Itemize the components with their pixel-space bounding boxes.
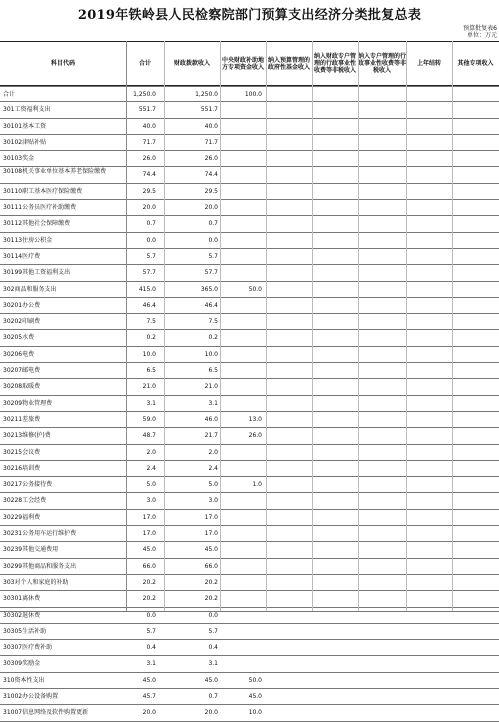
row-fiscal: 0.7 bbox=[208, 692, 218, 700]
table-row bbox=[0, 591, 499, 607]
table-row bbox=[0, 200, 499, 216]
table-row bbox=[0, 493, 499, 509]
row-central bbox=[222, 640, 262, 655]
row-total: 551.7 bbox=[138, 106, 156, 114]
table-row bbox=[0, 689, 499, 705]
row-subject: 30208取暖费 bbox=[3, 383, 41, 391]
row-fiscal: 10.0 bbox=[204, 350, 218, 358]
row-central: 26.0 bbox=[248, 432, 262, 440]
row-fiscal: 71.7 bbox=[204, 138, 218, 146]
row-central bbox=[222, 445, 262, 460]
row-subject: 30113住房公积金 bbox=[3, 236, 53, 244]
table-row bbox=[0, 233, 499, 249]
row-subject: 30216培训费 bbox=[3, 464, 41, 472]
row-subject: 30229福利费 bbox=[3, 513, 41, 521]
table-row bbox=[0, 249, 499, 265]
table-row bbox=[0, 510, 499, 526]
row-central bbox=[222, 363, 262, 378]
row-total: 45.7 bbox=[142, 692, 156, 700]
row-central bbox=[222, 542, 262, 557]
table-row bbox=[0, 559, 499, 575]
row-fiscal: 21.7 bbox=[204, 432, 218, 440]
header-special-fund-income: 纳入预算管理的政府性基金收入 bbox=[267, 56, 310, 71]
table-row bbox=[0, 673, 499, 689]
row-central bbox=[222, 167, 262, 182]
row-fiscal: 20.0 bbox=[204, 709, 218, 717]
row-fiscal: 17.0 bbox=[204, 530, 218, 538]
row-fiscal: 21.0 bbox=[204, 383, 218, 391]
row-total: 2.4 bbox=[146, 464, 156, 472]
row-total: 6.5 bbox=[146, 367, 156, 375]
header-special-account: 纳入专户管理的行政事业性收费等非税收入 bbox=[358, 53, 407, 74]
header-central: 中央财政补助地方专项资金收入 bbox=[221, 56, 264, 71]
row-total: 415.0 bbox=[138, 285, 156, 293]
row-central bbox=[222, 314, 262, 329]
table-row bbox=[0, 184, 499, 200]
row-total: 5.0 bbox=[146, 481, 156, 489]
row-fiscal: 40.0 bbox=[204, 122, 218, 130]
row-central bbox=[222, 265, 262, 280]
table-row bbox=[0, 347, 499, 363]
row-central bbox=[222, 575, 262, 590]
row-fiscal: 29.5 bbox=[204, 187, 218, 195]
row-total: 45.0 bbox=[142, 676, 156, 684]
row-central bbox=[222, 347, 262, 362]
table-row bbox=[0, 624, 499, 640]
row-fiscal: 3.1 bbox=[208, 399, 218, 407]
row-total: 66.0 bbox=[142, 562, 156, 570]
row-fiscal: 17.0 bbox=[204, 513, 218, 521]
row-subject: 30309奖励金 bbox=[3, 660, 41, 668]
table-row bbox=[0, 265, 499, 281]
row-fiscal: 3.0 bbox=[208, 497, 218, 505]
row-fiscal: 5.0 bbox=[208, 481, 218, 489]
row-subject: 30209物业管理费 bbox=[3, 399, 53, 407]
row-central: 10.0 bbox=[248, 709, 262, 717]
row-subject: 310资本性支出 bbox=[3, 676, 45, 684]
row-subject: 30239其他交通费用 bbox=[3, 546, 59, 554]
row-fiscal: 0.2 bbox=[208, 334, 218, 342]
row-fiscal: 2.4 bbox=[208, 464, 218, 472]
row-fiscal: 26.0 bbox=[204, 155, 218, 163]
header-subject: 科目代码 bbox=[50, 60, 75, 67]
row-central: 13.0 bbox=[248, 415, 262, 423]
table-row bbox=[0, 656, 499, 672]
row-fiscal: 46.0 bbox=[204, 415, 218, 423]
row-total: 45.0 bbox=[142, 546, 156, 554]
row-subject: 30199其他工资福利支出 bbox=[3, 269, 71, 277]
table-row bbox=[0, 396, 499, 412]
row-total: 0.2 bbox=[146, 334, 156, 342]
row-fiscal: 6.5 bbox=[208, 367, 218, 375]
row-fiscal: 46.4 bbox=[204, 301, 218, 309]
row-fiscal: 20.2 bbox=[204, 595, 218, 603]
table-row bbox=[0, 298, 499, 314]
page-title: 2019年铁岭县人民检察院部门预算支出经济分类批复总表 bbox=[77, 8, 422, 23]
row-fiscal: 2.0 bbox=[208, 448, 218, 456]
row-central: 50.0 bbox=[248, 676, 262, 684]
table-row bbox=[0, 477, 499, 493]
table-row bbox=[0, 445, 499, 461]
row-total: 46.4 bbox=[142, 301, 156, 309]
table-body bbox=[0, 86, 499, 722]
row-subject: 30206电费 bbox=[3, 350, 35, 358]
row-subject: 30217公务接待费 bbox=[3, 481, 53, 489]
row-fiscal: 45.0 bbox=[204, 676, 218, 684]
row-subject: 30101基本工资 bbox=[3, 122, 47, 130]
table-row bbox=[0, 575, 499, 591]
row-subject: 30213维修(护)费 bbox=[3, 432, 51, 440]
table-row bbox=[0, 363, 499, 379]
row-subject: 30108机关事业单位基本养老保险缴费 bbox=[3, 168, 107, 176]
column-divider bbox=[452, 41, 453, 612]
row-fiscal: 20.0 bbox=[204, 204, 218, 212]
row-central: 100.0 bbox=[244, 91, 262, 98]
row-fiscal: 5.7 bbox=[208, 627, 218, 635]
column-divider bbox=[164, 41, 165, 612]
row-central bbox=[222, 396, 262, 411]
row-central bbox=[222, 330, 262, 345]
row-subject: 30211差旅费 bbox=[3, 415, 41, 423]
row-central bbox=[222, 461, 262, 476]
table-row bbox=[0, 330, 499, 346]
column-divider bbox=[358, 41, 359, 612]
row-fiscal: 551.7 bbox=[200, 106, 218, 114]
row-total: 29.5 bbox=[142, 187, 156, 195]
row-fiscal: 7.5 bbox=[208, 318, 218, 326]
row-total: 20.2 bbox=[142, 595, 156, 603]
table-row bbox=[0, 314, 499, 330]
row-subject: 301工资福利支出 bbox=[3, 106, 51, 114]
row-fiscal: 0.4 bbox=[208, 644, 218, 652]
row-total: 21.0 bbox=[142, 383, 156, 391]
row-fiscal: 5.7 bbox=[208, 252, 218, 260]
row-fiscal: 365.0 bbox=[200, 285, 218, 293]
header-last-year: 上年结转 bbox=[416, 60, 441, 67]
row-subject: 30215会议费 bbox=[3, 448, 41, 456]
row-total: 59.0 bbox=[142, 415, 156, 423]
row-central bbox=[222, 608, 262, 623]
row-fiscal: 20.2 bbox=[204, 578, 218, 586]
row-subject: 合计 bbox=[3, 91, 16, 98]
row-subject: 30114医疗费 bbox=[3, 252, 41, 260]
row-subject: 303对个人和家庭的补助 bbox=[3, 578, 69, 586]
row-central: 1.0 bbox=[252, 481, 262, 489]
row-fiscal: 3.1 bbox=[208, 660, 218, 668]
table-row bbox=[0, 412, 499, 428]
row-subject: 31002办公设备购置 bbox=[3, 692, 59, 700]
row-central bbox=[222, 379, 262, 394]
row-central bbox=[222, 233, 262, 248]
column-divider bbox=[312, 41, 313, 612]
row-central bbox=[222, 298, 262, 313]
column-divider bbox=[220, 41, 221, 612]
row-central bbox=[222, 656, 262, 671]
row-central bbox=[222, 526, 262, 541]
table-row bbox=[0, 428, 499, 444]
row-total: 0.4 bbox=[146, 644, 156, 652]
row-subject: 30228工会经费 bbox=[3, 497, 47, 505]
row-subject: 30111公务员医疗补助缴费 bbox=[3, 204, 77, 212]
table-row bbox=[0, 461, 499, 477]
column-divider bbox=[406, 41, 407, 612]
row-total: 48.7 bbox=[142, 432, 156, 440]
row-total: 17.0 bbox=[142, 513, 156, 521]
row-fiscal: 0.0 bbox=[208, 611, 218, 619]
table-row bbox=[0, 640, 499, 656]
header-total: 合计 bbox=[138, 60, 151, 67]
row-central bbox=[222, 200, 262, 215]
row-total: 3.1 bbox=[146, 399, 156, 407]
row-subject: 30103奖金 bbox=[3, 155, 35, 163]
row-subject: 30102津贴补贴 bbox=[3, 138, 47, 146]
table-row bbox=[0, 135, 499, 151]
header-fee-income: 纳入财政专户管理的行政事业性收费等非税收入 bbox=[313, 53, 356, 74]
row-total: 0.7 bbox=[146, 220, 156, 228]
row-central bbox=[222, 493, 262, 508]
row-total: 20.0 bbox=[142, 204, 156, 212]
row-total: 74.4 bbox=[142, 171, 156, 179]
row-total: 3.0 bbox=[146, 497, 156, 505]
row-total: 2.0 bbox=[146, 448, 156, 456]
table-row bbox=[0, 379, 499, 395]
header-fiscal: 财政拨款收入 bbox=[173, 60, 210, 67]
row-fiscal: 1,250.0 bbox=[195, 91, 218, 98]
table-row bbox=[0, 102, 499, 118]
row-subject: 30305生活补助 bbox=[3, 627, 47, 635]
row-subject: 30302退休费 bbox=[3, 611, 41, 619]
table-row bbox=[0, 167, 499, 183]
row-total: 71.7 bbox=[142, 138, 156, 146]
row-subject: 30110职工基本医疗保险缴费 bbox=[3, 187, 83, 195]
row-total: 26.0 bbox=[142, 155, 156, 163]
row-central bbox=[222, 119, 262, 134]
row-central: 45.0 bbox=[248, 692, 262, 700]
row-central bbox=[222, 151, 262, 166]
row-subject: 30307医疗费补助 bbox=[3, 644, 53, 652]
row-fiscal: 66.0 bbox=[204, 562, 218, 570]
row-fiscal: 57.7 bbox=[204, 269, 218, 277]
row-subject: 31007信息网络及软件购置更新 bbox=[3, 709, 89, 717]
row-central bbox=[222, 559, 262, 574]
row-subject: 30205水费 bbox=[3, 334, 35, 342]
table-row bbox=[0, 705, 499, 721]
row-fiscal: 45.0 bbox=[204, 546, 218, 554]
row-total: 5.7 bbox=[146, 627, 156, 635]
table-row bbox=[0, 608, 499, 624]
row-total: 5.7 bbox=[146, 252, 156, 260]
row-central bbox=[222, 591, 262, 606]
unit-label: 单位：万元 bbox=[466, 32, 497, 39]
column-divider bbox=[126, 41, 127, 612]
row-total: 0.0 bbox=[146, 236, 156, 244]
row-total: 20.2 bbox=[142, 578, 156, 586]
row-central bbox=[222, 249, 262, 264]
row-central: 50.0 bbox=[248, 285, 262, 293]
row-fiscal: 74.4 bbox=[204, 171, 218, 179]
row-subject: 30207邮电费 bbox=[3, 367, 41, 375]
row-central bbox=[222, 135, 262, 150]
row-central bbox=[222, 624, 262, 639]
row-subject: 30231公务用车运行维护费 bbox=[3, 530, 77, 538]
table-row bbox=[0, 542, 499, 558]
row-central bbox=[222, 510, 262, 525]
table-number: 预算批复表6 bbox=[463, 25, 497, 32]
table-header bbox=[0, 41, 499, 86]
row-subject: 30301离休费 bbox=[3, 595, 41, 603]
row-total: 0.0 bbox=[146, 611, 156, 619]
row-central bbox=[222, 216, 262, 231]
table-row bbox=[0, 216, 499, 232]
table-row bbox=[0, 282, 499, 298]
row-total: 3.1 bbox=[146, 660, 156, 668]
row-subject: 30112其他社会保障缴费 bbox=[3, 220, 71, 228]
row-total: 57.7 bbox=[142, 269, 156, 277]
row-subject: 30201办公费 bbox=[3, 301, 41, 309]
table-row bbox=[0, 151, 499, 167]
row-central bbox=[222, 102, 262, 117]
row-subject: 30202印刷费 bbox=[3, 318, 41, 326]
row-total: 7.5 bbox=[146, 318, 156, 326]
table-row bbox=[0, 119, 499, 135]
row-total: 1,250.0 bbox=[133, 91, 156, 98]
header-other: 其他专项收入 bbox=[457, 60, 494, 67]
column-divider bbox=[266, 41, 267, 612]
row-subject: 302商品和服务支出 bbox=[3, 285, 57, 293]
row-total: 17.0 bbox=[142, 530, 156, 538]
table-row bbox=[0, 526, 499, 542]
row-fiscal: 0.0 bbox=[208, 236, 218, 244]
row-fiscal: 0.7 bbox=[208, 220, 218, 228]
row-subject: 30299其他商品和服务支出 bbox=[3, 562, 77, 570]
row-total: 20.0 bbox=[142, 709, 156, 717]
row-total: 40.0 bbox=[142, 122, 156, 130]
row-total: 10.0 bbox=[142, 350, 156, 358]
row-central bbox=[222, 184, 262, 199]
table-row bbox=[0, 86, 499, 102]
